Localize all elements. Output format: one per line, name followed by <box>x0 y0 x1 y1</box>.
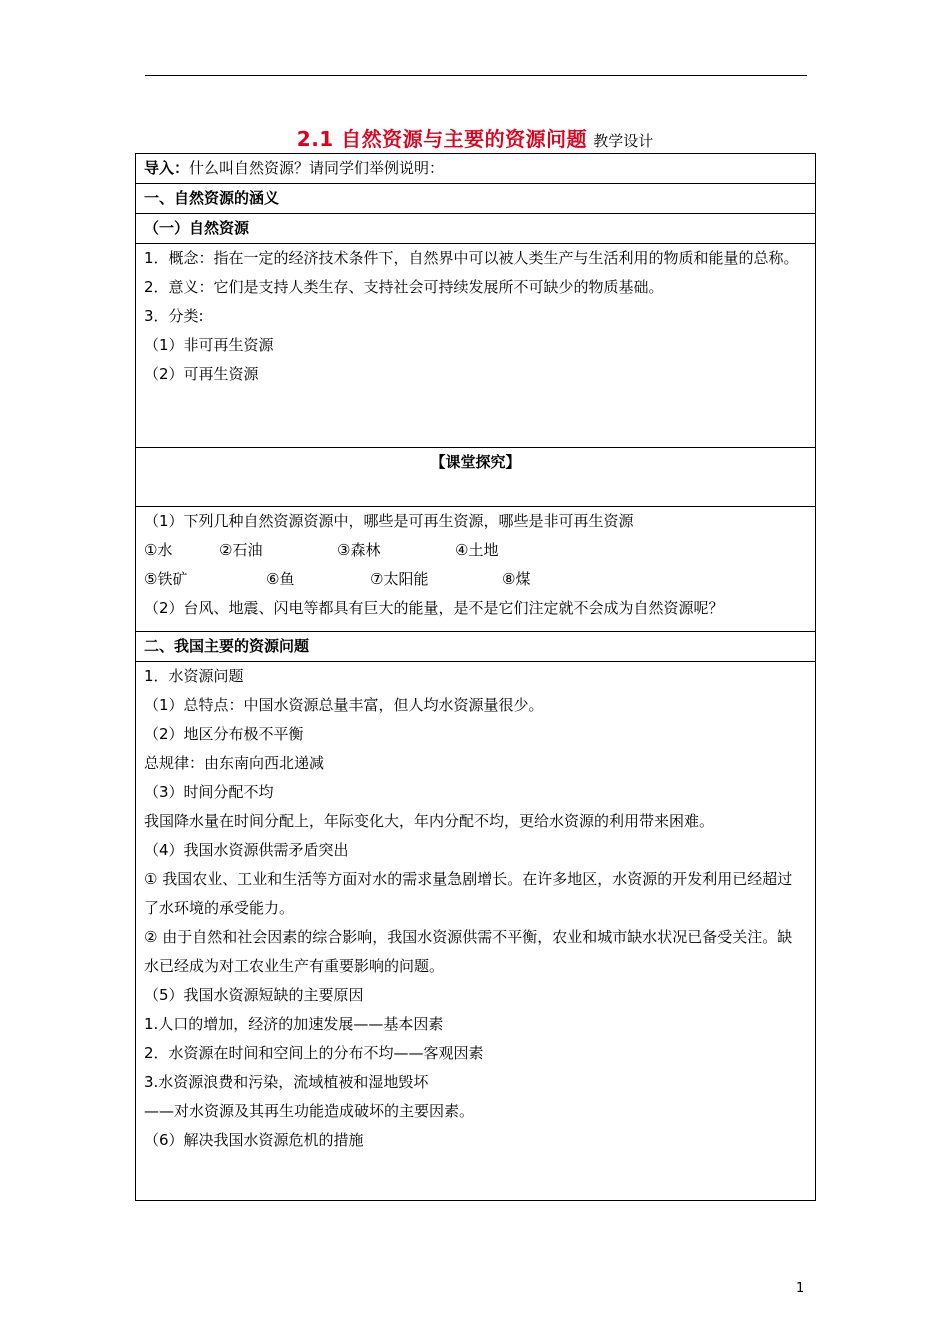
concept-item: 1．概念：指在一定的经济技术条件下，自然界中可以被人类生产与生活利用的物质和能量的总称。 <box>144 249 799 267</box>
intro-row <box>136 154 816 184</box>
page-number: 1 <box>796 1281 805 1296</box>
option-iron-ore: ⑤铁矿 <box>144 570 188 588</box>
classification-item: 3．分类: <box>144 307 204 325</box>
explore-content-row <box>136 507 816 632</box>
lesson-table <box>135 153 816 1201</box>
title-sub: 教学设计 <box>593 132 654 150</box>
option-coal: ⑧煤 <box>502 570 531 588</box>
time-distribution: （3）时间分配不均 <box>144 783 274 801</box>
renewable-item: （2）可再生资源 <box>144 365 259 383</box>
option-oil: ②石油 <box>219 541 263 559</box>
intro-text: 什么叫自然资源？请同学们举例说明： <box>189 159 445 177</box>
title-main: 2.1 自然资源与主要的资源问题 <box>296 127 588 151</box>
document-title <box>0 123 950 152</box>
options-row-1 <box>144 536 807 565</box>
precipitation-note: 我国降水量在时间分配上，年际变化大，年内分配不均，更给水资源的利用带来困难。 <box>144 812 715 830</box>
cause-3-detail: ——对水资源及其再生功能造成破坏的主要因素。 <box>144 1102 475 1120</box>
cause-2: 2．水资源在时间和空间上的分布不均——客观因素 <box>144 1044 484 1062</box>
meaning-item: 2．意义：它们是支持人类生存、支持社会可持续发展所不可缺少的物质基础。 <box>144 278 664 296</box>
option-water: ①水 <box>144 541 173 559</box>
option-forest: ③森林 <box>337 541 381 559</box>
section1-subheading-row <box>136 214 816 244</box>
solutions: （6）解决我国水资源危机的措施 <box>144 1131 364 1149</box>
imbalance-note: ② 由于自然和社会因素的综合影响，我国水资源供需不平衡，农业和城市缺水状况已备受关注。缺水已经成为对工农业生产有重要影响的问题。 <box>144 928 793 975</box>
option-land: ④土地 <box>455 541 499 559</box>
explore-heading-row <box>136 448 816 507</box>
cause-1: 1.人口的增加，经济的加速发展——基本因素 <box>144 1015 444 1033</box>
supply-demand: （4）我国水资源供需矛盾突出 <box>144 841 349 859</box>
explore-question-2: （2）台风、地震、闪电等都具有巨大的能量，是不是它们注定就不会成为自然资源呢？ <box>144 599 724 617</box>
shortage-causes: （5）我国水资源短缺的主要原因 <box>144 986 364 1004</box>
section1-content-row <box>136 244 816 448</box>
explore-heading: 【课堂探究】 <box>430 453 521 471</box>
demand-growth: ① 我国农业、工业和生活等方面对水的需求量急剧增长。在许多地区，水资源的开发利用已经超过了水环境的承受能力。 <box>144 870 793 917</box>
total-feature: （1）总特点：中国水资源总量丰富，但人均水资源量很少。 <box>144 696 544 714</box>
intro-label: 导入： <box>144 159 190 177</box>
water-problem: 1．水资源问题 <box>144 667 244 685</box>
cause-3: 3.水资源浪费和污染，流域植被和湿地毁坏 <box>144 1073 429 1091</box>
options-row-2 <box>144 565 807 594</box>
section2-heading: 二、我国主要的资源问题 <box>144 637 310 655</box>
section2-heading-row <box>136 632 816 662</box>
general-rule: 总规律：由东南向西北递减 <box>144 754 325 772</box>
nonrenewable-item: （1）非可再生资源 <box>144 336 274 354</box>
section2-content-row <box>136 662 816 1201</box>
regional-distribution: （2）地区分布极不平衡 <box>144 725 304 743</box>
section1-heading: 一、自然资源的涵义 <box>144 189 280 207</box>
header-rule <box>145 75 807 76</box>
explore-question-1: （1）下列几种自然资源资源中，哪些是可再生资源，哪些是非可再生资源 <box>144 512 634 530</box>
option-solar: ⑦太阳能 <box>370 570 429 588</box>
section1-subheading: （一）自然资源 <box>144 219 250 237</box>
section1-heading-row <box>136 184 816 214</box>
option-fish: ⑥鱼 <box>266 570 295 588</box>
